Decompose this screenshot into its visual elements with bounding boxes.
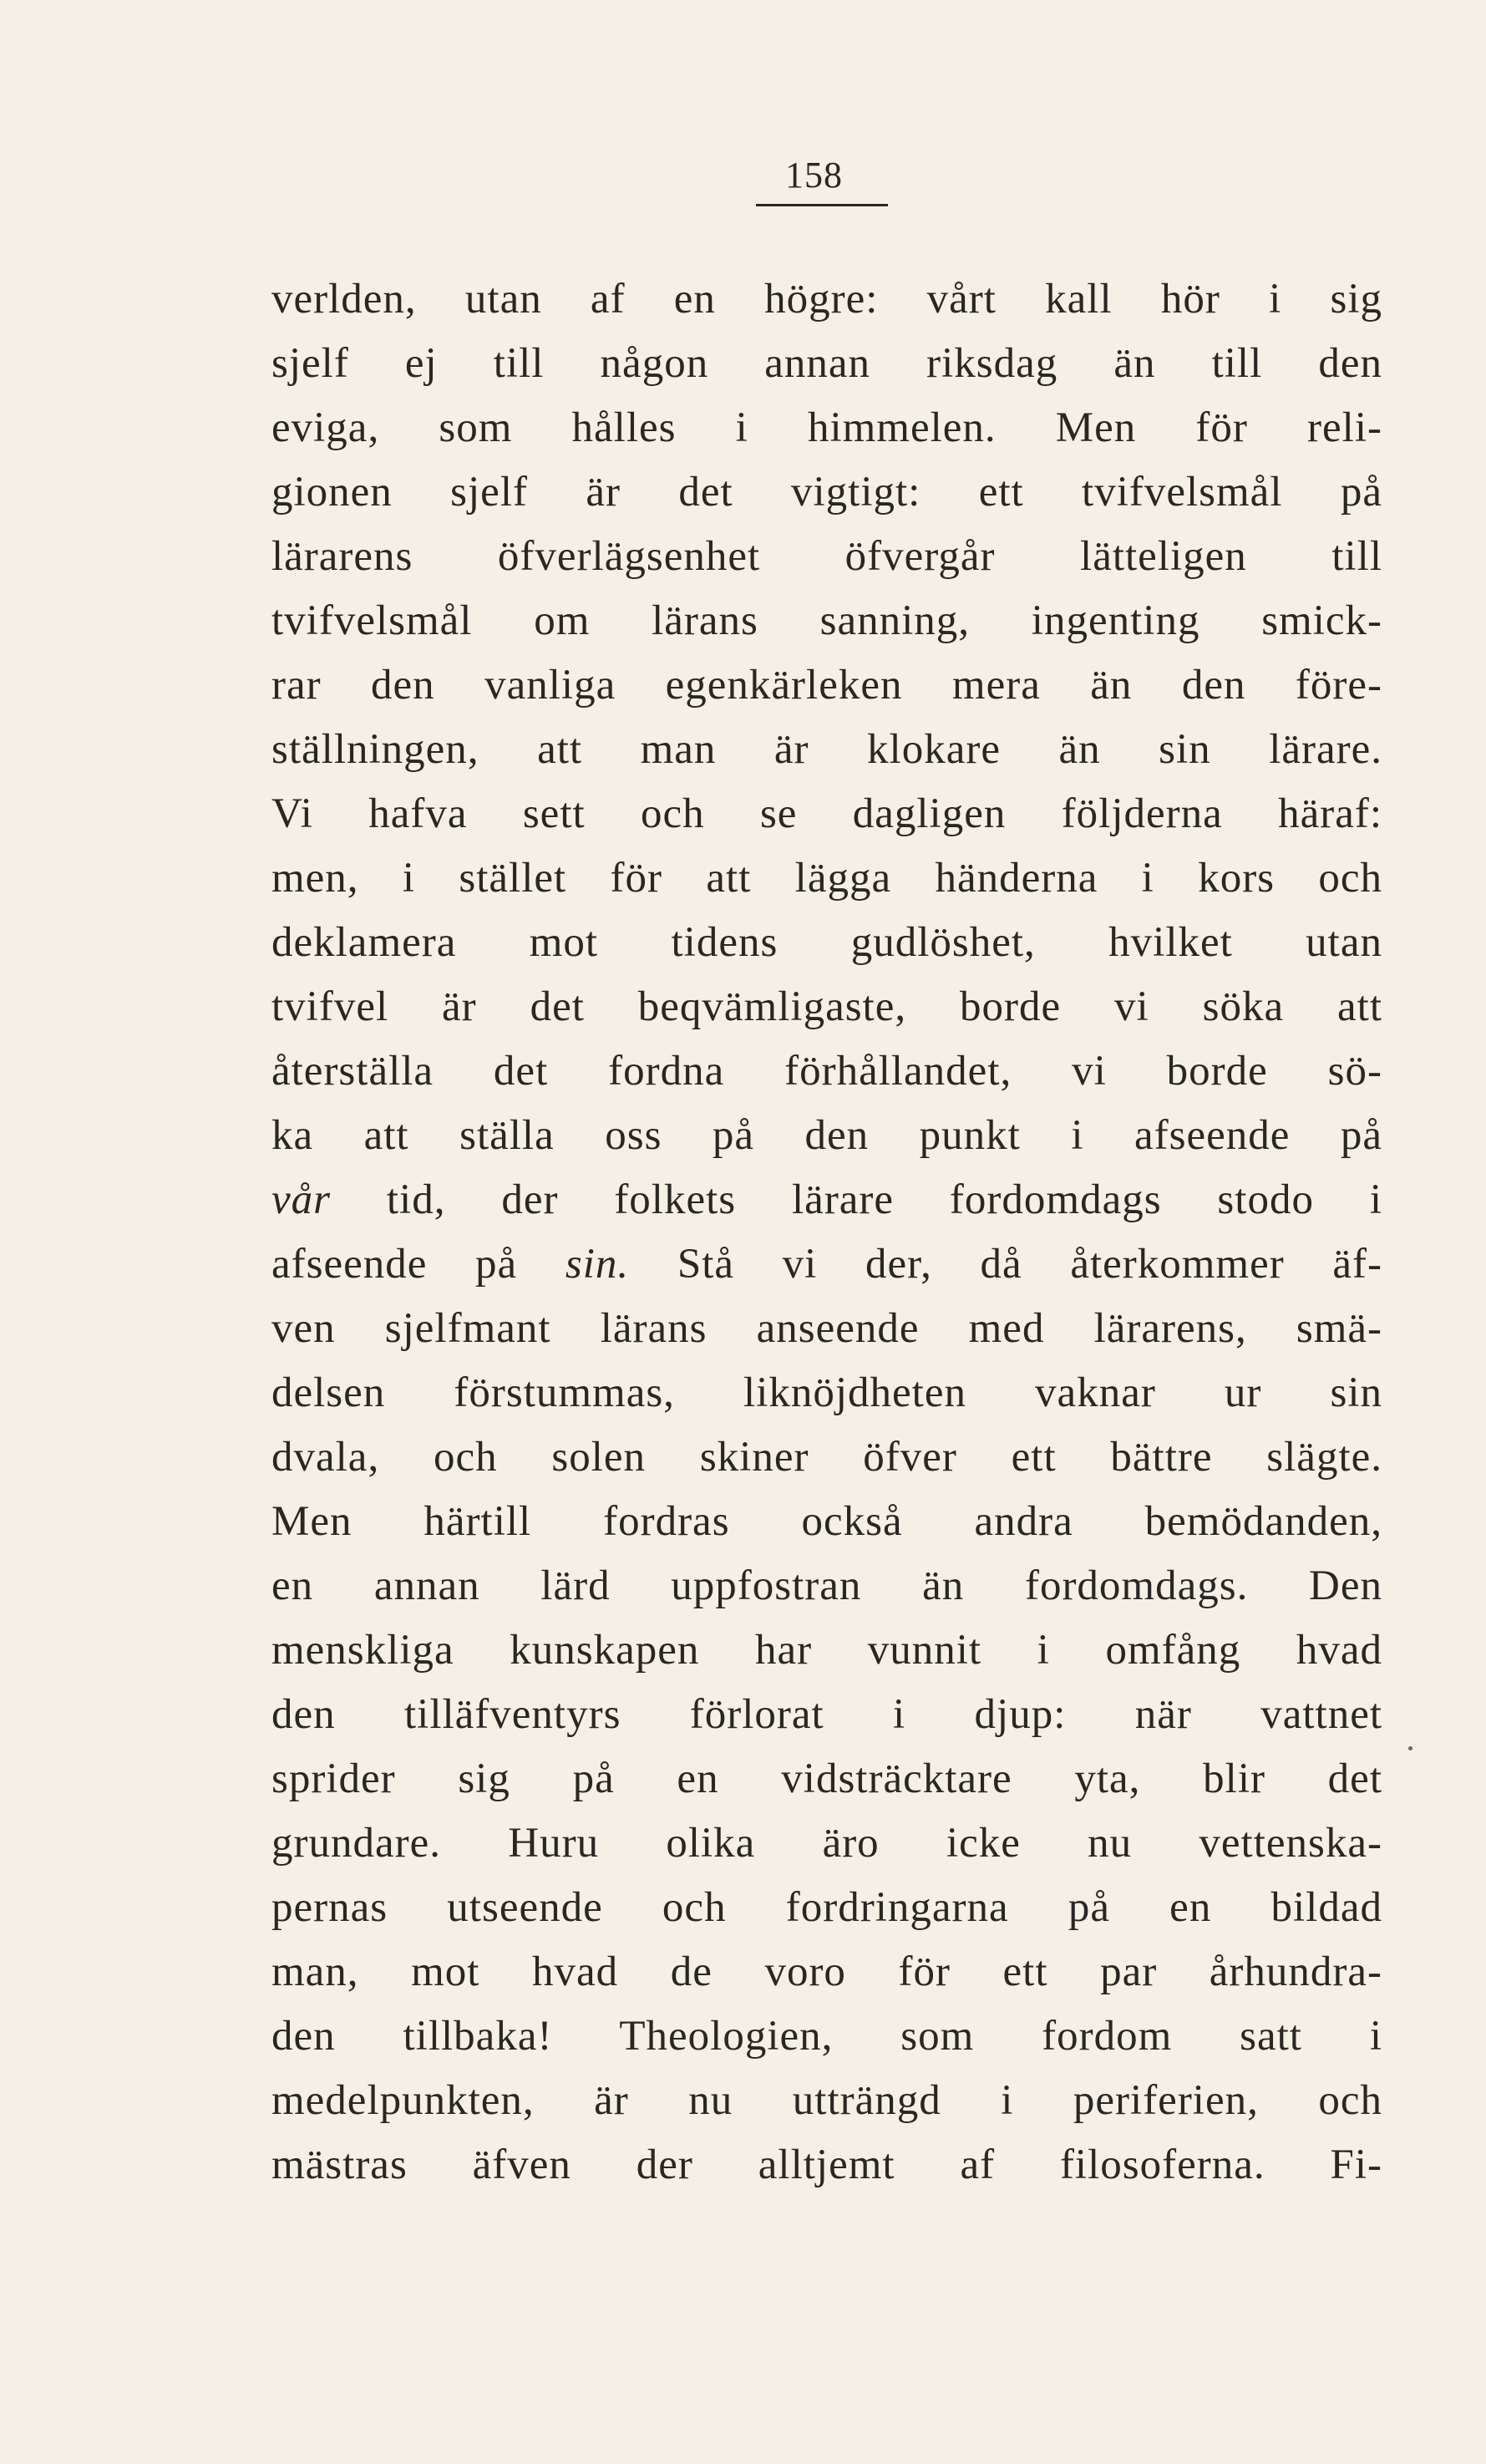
text-line: grundare. Huru olika äro icke nu vettenska- — [271, 1820, 1382, 1867]
text-line: Vi hafva sett och se dagligen följderna häraf: — [271, 790, 1382, 837]
text-line: deklamera mot tidens gudlöshet, hvilket utan — [271, 919, 1382, 966]
text-line: ven sjelfmant lärans anseende med lärarens, smä- — [271, 1305, 1382, 1352]
text-line: sprider sig på en vidsträcktare yta, blir det — [271, 1755, 1382, 1802]
text-line: den tillbaka! Theologien, som fordom satt i — [271, 2013, 1382, 2060]
text-line — [271, 1232, 1382, 1297]
text-line: pernas utseende och fordringarna på en bildad — [271, 1884, 1382, 1931]
text-line: verlden, utan af en högre: vårt kall hör i sig — [271, 276, 1382, 323]
text-line: sjelf ej till någon annan riksdag än till den — [271, 340, 1382, 387]
italic-text: sin. — [565, 1241, 630, 1288]
text-line: tvifvelsmål om lärans sanning, ingenting smick- — [271, 597, 1382, 644]
print-speck — [1408, 1746, 1412, 1750]
text-line: Men härtill fordras också andra bemödanden, — [271, 1498, 1382, 1545]
text-line: mästras äfven der alltjemt af filosoferna. Fi- — [271, 2141, 1382, 2188]
text-line: eviga, som hålles i himmelen. Men för reli- — [271, 404, 1382, 451]
body-text — [271, 267, 1382, 2197]
text-line: återställa det fordna förhållandet, vi borde sö- — [271, 1048, 1382, 1095]
text-line: rar den vanliga egenkärleken mera än den före- — [271, 662, 1382, 709]
text-line: man, mot hvad de voro för ett par århundra- — [271, 1948, 1382, 1995]
text-line: delsen förstummas, liknöjdheten vaknar ur sin — [271, 1369, 1382, 1416]
page-number-rule — [756, 204, 888, 206]
text-line: menskliga kunskapen har vunnit i omfång hvad — [271, 1627, 1382, 1674]
text-line: ställningen, att man är klokare än sin lärare. — [271, 726, 1382, 773]
text-line: tvifvel är det beqvämligaste, borde vi söka att — [271, 983, 1382, 1030]
text-line: gionen sjelf är det vigtigt: ett tvifvelsmål på — [271, 469, 1382, 516]
text-segment: afseende på — [271, 1241, 565, 1288]
text-line: den tilläfventyrs förlorat i djup: när vattnet — [271, 1691, 1382, 1738]
text-line: ka att ställa oss på den punkt i afseende på — [271, 1112, 1382, 1159]
text-line: dvala, och solen skiner öfver ett bättre slägte. — [271, 1434, 1382, 1481]
text-line — [271, 1168, 1382, 1232]
text-segment: tid, der folkets lärare fordomdags stodo i — [330, 1176, 1382, 1223]
text-segment: Stå vi der, då återkommer äf- — [629, 1241, 1383, 1288]
text-line: men, i stället för att lägga händerna i kors och — [271, 855, 1382, 902]
text-line: en annan lärd uppfostran än fordomdags. Den — [271, 1562, 1382, 1609]
page-number: 158 — [785, 155, 843, 196]
text-line: lärarens öfverlägsenhet öfvergår lätteligen till — [271, 533, 1382, 580]
italic-text: vår — [271, 1176, 331, 1223]
text-line: medelpunkten, är nu utträngd i periferien, och — [271, 2077, 1382, 2124]
